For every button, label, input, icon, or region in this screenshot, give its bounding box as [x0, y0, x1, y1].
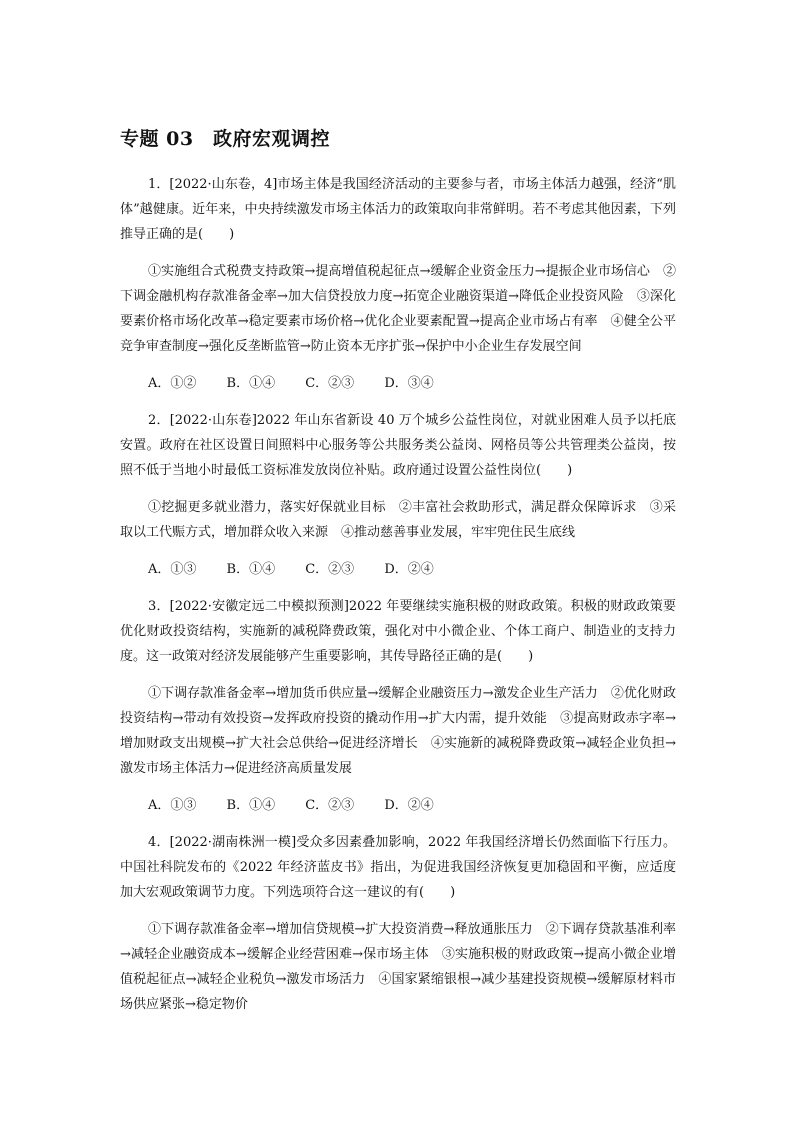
- question-stem: 1．[2022·山东卷，4]市场主体是我国经济活动的主要参与者，市场主体活力越强，经济“肌体”越健康。近年来，中央持续激发市场主体活力的政策取向非常鲜明。若不考虑其他因素，下列推导正确的是( ): [120, 177, 676, 242]
- choice-d: D．②④: [384, 562, 434, 577]
- choice-b: B．①④: [226, 798, 276, 813]
- answer-choices: [148, 371, 676, 396]
- choice-b: B．①④: [226, 562, 276, 577]
- question-stem: 4．[2022·湖南株洲一模]受众多因素叠加影响，2022 年我国经济增长仍然面临下行压力。中国社科院发布的《2022 年经济蓝皮书》指出，为促进我国经济恢复更加稳固和平衡，应适度加大宏观政策调节力度。下列选项符合这一建议的有( ): [120, 835, 676, 900]
- answer-choices: [148, 793, 676, 818]
- choice-a: A．①②: [148, 376, 197, 391]
- choice-d: D．②④: [384, 798, 434, 813]
- answer-choices: [148, 557, 676, 582]
- choice-b: B．①④: [226, 376, 276, 391]
- question-stem: 2．[2022·山东卷]2022 年山东省新设 40 万个城乡公益性岗位，对就业困难人员予以托底安置。政府在社区设置日间照料中心服务等公共服务类公益岗、网格员等公共管理类公益岗，按照不低于当地小时最低工资标准发放岗位补贴。政府通过设置公益性岗位( ): [120, 413, 676, 478]
- choice-a: A．①③: [148, 798, 197, 813]
- question-1: [120, 172, 676, 396]
- question-options: ①实施组合式税费支持政策→提高增值税起征点→缓解企业资金压力→提振企业市场信心 ②下调金融机构存款准备金率→加大信贷投放力度→拓宽企业融资渠道→降低企业投资风险 ③深化要素价格市场化改革→稳定要素市场价格→优化企业要素配置→提高企业市场占有率 ④健全公平竞争审查制度→强化反垄断监管→防止资本无序扩张→保护中小企业生存发展空间: [120, 264, 676, 354]
- question-2: [120, 408, 676, 582]
- choice-c: C．②③: [305, 562, 355, 577]
- question-list: [120, 172, 676, 1029]
- question-options: ①下调存款准备金率→增加信贷规模→扩大投资消费→释放通胀压力 ②下调存贷款基准利率→减轻企业融资成本→缓解企业经营困难→保市场主体 ③实施积极的财政政策→提高小微企业增值税起征点→减轻企业税负→激发市场活力 ④国家紧缩银根→减少基建投资规模→缓解原材料市场供应紧张→稳定物价: [120, 922, 676, 1012]
- question-stem: 3．[2022·安徽定远二中模拟预测]2022 年要继续实施积极的财政政策。积极的财政政策要优化财政投资结构，实施新的减税降费政策，强化对中小微企业、个体工商户、制造业的支持力度。这一政策对经济发展能够产生重要影响，其传导路径正确的是( ): [120, 599, 676, 664]
- question-4: [120, 830, 676, 1017]
- choice-d: D．③④: [384, 376, 434, 391]
- choice-c: C．②③: [305, 798, 355, 813]
- question-options: ①下调存款准备金率→增加货币供应量→缓解企业融资压力→激发企业生产活力 ②优化财政投资结构→带动有效投资→发挥政府投资的撬动作用→扩大内需，提升效能 ③提高财政赤字率→增加财政支出规模→扩大社会总供给→促进经济增长 ④实施新的减税降费政策→减轻企业负担→激发市场主体活力→促进经济高质量发展: [120, 686, 676, 776]
- page-title: 专题 03 政府宏观调控: [120, 128, 331, 150]
- question-3: [120, 594, 676, 818]
- choice-c: C．②③: [305, 376, 355, 391]
- choice-a: A．①③: [148, 562, 197, 577]
- question-options: ①挖掘更多就业潜力，落实好保就业目标 ②丰富社会救助形式，满足群众保障诉求 ③采取以工代赈方式，增加群众收入来源 ④推动慈善事业发展，牢牢兜住民生底线: [120, 500, 676, 540]
